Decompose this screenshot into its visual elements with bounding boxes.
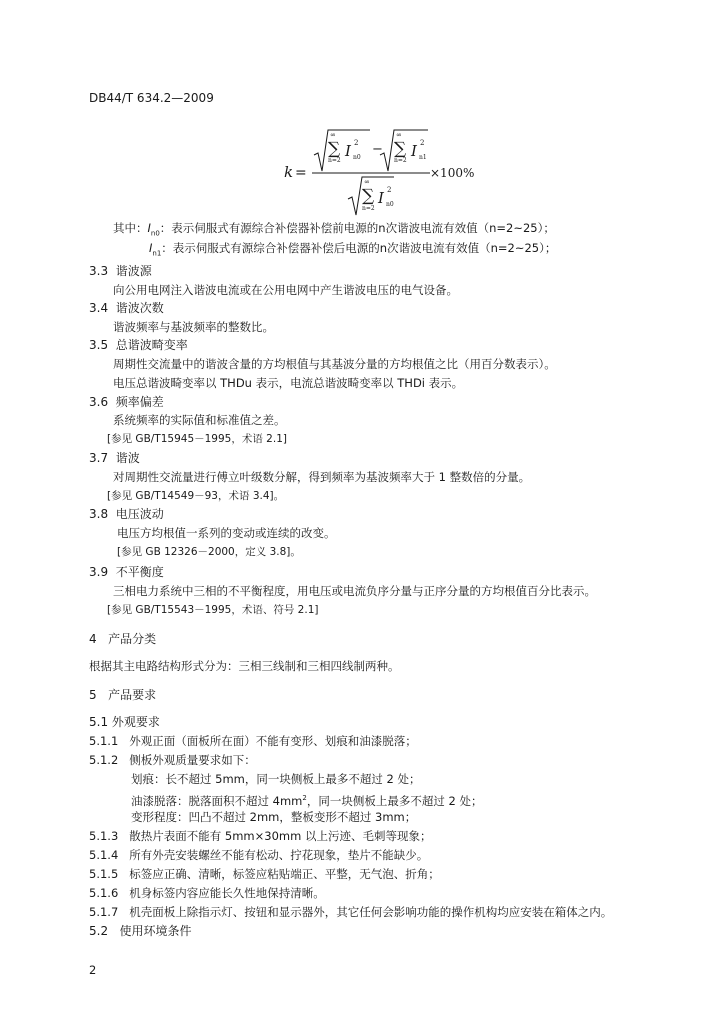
section-3-4-heading bbox=[89, 301, 164, 315]
where-symbol-2: I bbox=[149, 241, 153, 255]
formula-equals: = bbox=[295, 165, 307, 181]
section-4-heading bbox=[89, 632, 156, 646]
section-title: 谐波源 bbox=[115, 264, 152, 278]
sup-1: 2 bbox=[354, 139, 359, 147]
section-3-5-body-2: 电压总谐波畸变率以 THDu 表示，电流总谐波畸变率以 THDi 表示。 bbox=[113, 376, 464, 390]
clause-text: 机身标签内容应能长久性地保持清晰。 bbox=[129, 886, 325, 900]
current-I-1: I bbox=[345, 142, 351, 160]
clause-number: 5.1.6 bbox=[89, 886, 119, 900]
sum-upper-1: ∞ bbox=[330, 131, 336, 139]
sum-lower-3: n=2 bbox=[362, 205, 375, 212]
clause-5-1-3 bbox=[89, 829, 431, 843]
page-number: 2 bbox=[89, 963, 97, 977]
section-3-8-heading bbox=[89, 507, 164, 521]
section-title: 谐波 bbox=[115, 451, 140, 465]
where-prefix: 其中： bbox=[113, 221, 148, 235]
section-title: 产品要求 bbox=[108, 688, 157, 702]
section-number: 3.8 bbox=[89, 507, 109, 521]
section-3-6-reference: [参见 GB/T15945－1995，术语 2.1] bbox=[107, 433, 287, 445]
clause-5-1-2-item-1: 划痕：长不超过 5mm，同一块侧板上最多不超过 2 处； bbox=[131, 772, 421, 786]
section-title: 外观要求 bbox=[111, 715, 160, 729]
clause-5-1-5 bbox=[89, 867, 440, 881]
sub-n0-3: n0 bbox=[386, 201, 394, 208]
section-number: 3.3 bbox=[89, 264, 109, 278]
where-sub-2: n1 bbox=[152, 249, 162, 258]
sup-2: 2 bbox=[420, 139, 425, 147]
clause-text: 机壳面板上除指示灯、按钮和显示器外，其它任何会影响功能的操作机构均应安装在箱体之内。 bbox=[129, 905, 613, 919]
section-4-body: 根据其主电路结构形式分为：三相三线制和三相四线制两种。 bbox=[89, 659, 400, 673]
where-symbol-1: I bbox=[147, 221, 151, 235]
section-5-2-heading bbox=[89, 924, 192, 938]
where-line-2 bbox=[149, 241, 556, 260]
section-number: 3.4 bbox=[89, 301, 109, 315]
section-3-8-body: 电压方均根值一系列的变动或连续的改变。 bbox=[117, 526, 336, 540]
section-title: 使用环境条件 bbox=[119, 924, 192, 938]
times-100-percent: ×100% bbox=[430, 166, 475, 180]
formula-k: k bbox=[284, 163, 294, 181]
section-title: 频率偏差 bbox=[115, 395, 164, 409]
section-3-7-heading bbox=[89, 451, 140, 465]
standard-number: DB44/T 634.2—2009 bbox=[89, 91, 214, 105]
section-3-7-reference: [参见 GB/T14549－93，术语 3.4]。 bbox=[107, 490, 285, 502]
clause-number: 5.1.3 bbox=[89, 829, 119, 843]
section-3-5-heading bbox=[89, 338, 188, 352]
clause-text: 所有外壳安装螺丝不能有松动、拧花现象，垫片不能缺少。 bbox=[129, 848, 429, 862]
section-5-heading bbox=[89, 688, 156, 702]
clause-text: 标签应正确、清晰，标签应粘贴端正、平整，无气泡、折角； bbox=[129, 867, 440, 881]
section-title: 电压波动 bbox=[115, 507, 164, 521]
formula-minus: − bbox=[372, 142, 383, 157]
clause-text: 侧板外观质量要求如下： bbox=[129, 753, 256, 767]
section-title: 不平衡度 bbox=[115, 565, 164, 579]
clause-5-1-2-item-2 bbox=[131, 791, 483, 808]
sup-3: 2 bbox=[387, 186, 392, 194]
clause-number: 5.1.4 bbox=[89, 848, 119, 862]
sum-upper-3: ∞ bbox=[364, 178, 370, 186]
where-text-2: ：表示伺服式有源综合补偿器补偿后电源的n次谐波电流有效值（n=2~25）； bbox=[161, 241, 557, 255]
clause-number: 5.1.5 bbox=[89, 867, 119, 881]
where-text-1: ：表示伺服式有源综合补偿器补偿前电源的n次谐波电流有效值（n=2~25）； bbox=[159, 221, 555, 235]
clause-5-1-6 bbox=[89, 886, 325, 900]
item-text: 油漆脱落：脱落面积不超过 4mm bbox=[131, 793, 303, 808]
current-I-2: I bbox=[411, 142, 417, 160]
section-3-6-body: 系统频率的实际值和标准值之差。 bbox=[113, 413, 286, 427]
current-I-3: I bbox=[378, 189, 384, 207]
section-3-5-body-1: 周期性交流量中的谐波含量的方均根值与其基波分量的方均根值之比（用百分数表示）。 bbox=[113, 357, 556, 371]
section-number: 3.6 bbox=[89, 395, 109, 409]
section-3-4-body: 谐波频率与基波频率的整数比。 bbox=[113, 320, 274, 334]
section-title: 谐波次数 bbox=[115, 301, 164, 315]
section-3-9-heading bbox=[89, 565, 164, 579]
clause-5-1-4 bbox=[89, 848, 428, 862]
where-line-1 bbox=[113, 221, 555, 240]
clause-number: 5.1.1 bbox=[89, 734, 119, 748]
where-sub-1: n0 bbox=[150, 229, 160, 238]
section-5-1-heading bbox=[89, 715, 160, 729]
section-3-7-body: 对周期性交流量进行傅立叶级数分解，得到频率为基波频率大于 1 整数倍的分量。 bbox=[113, 470, 531, 484]
clause-text: 散热片表面不能有 5mm×30mm 以上污迹、毛刺等现象； bbox=[129, 829, 432, 843]
section-title: 产品分类 bbox=[108, 632, 157, 646]
sum-lower-2: n=2 bbox=[394, 157, 407, 164]
section-3-3-heading bbox=[89, 264, 152, 278]
clause-text: 外观正面（面板所在面）不能有变形、划痕和油漆脱落； bbox=[129, 734, 417, 748]
section-number: 3.7 bbox=[89, 451, 109, 465]
clause-5-1-2 bbox=[89, 753, 256, 767]
sum-sign-2: ∑ bbox=[394, 139, 407, 159]
sum-upper-2: ∞ bbox=[396, 131, 402, 139]
section-number: 5.1 bbox=[89, 715, 109, 729]
thd-formula bbox=[282, 127, 482, 217]
item-text-cont: ，同一块侧板上最多不超过 2 处； bbox=[306, 793, 483, 808]
section-number: 4 bbox=[89, 632, 97, 646]
clause-number: 5.1.7 bbox=[89, 905, 119, 919]
clause-5-1-7 bbox=[89, 905, 612, 919]
sqrt-sign-1 bbox=[314, 130, 370, 171]
sum-sign-1: ∑ bbox=[328, 139, 341, 159]
clause-5-1-2-item-3: 变形程度：凹凸不超过 2mm，整板变形不超过 3mm； bbox=[131, 810, 417, 824]
clause-number: 5.1.2 bbox=[89, 753, 119, 767]
sub-n0-1: n0 bbox=[353, 154, 361, 161]
sum-sign-3: ∑ bbox=[362, 186, 375, 206]
section-3-6-heading bbox=[89, 395, 164, 409]
sub-n1-2: n1 bbox=[419, 154, 427, 161]
section-number: 3.5 bbox=[89, 338, 109, 352]
section-3-8-reference: [参见 GB 12326－2000，定义 3.8]。 bbox=[117, 546, 301, 558]
sum-lower-1: n=2 bbox=[328, 157, 341, 164]
section-3-3-body: 向公用电网注入谐波电流或在公用电网中产生谐波电压的电气设备。 bbox=[113, 283, 458, 297]
section-3-9-reference: [参见 GB/T15543－1995，术语、符号 2.1] bbox=[107, 604, 319, 616]
section-3-9-body: 三相电力系统中三相的不平衡程度，用电压或电流负序分量与正序分量的方均根值百分比表示。 bbox=[113, 584, 596, 598]
clause-5-1-1 bbox=[89, 734, 417, 748]
section-number: 3.9 bbox=[89, 565, 109, 579]
superscript: 2 bbox=[302, 794, 307, 802]
section-number: 5 bbox=[89, 688, 97, 702]
section-number: 5.2 bbox=[89, 924, 109, 938]
section-title: 总谐波畸变率 bbox=[115, 338, 188, 352]
